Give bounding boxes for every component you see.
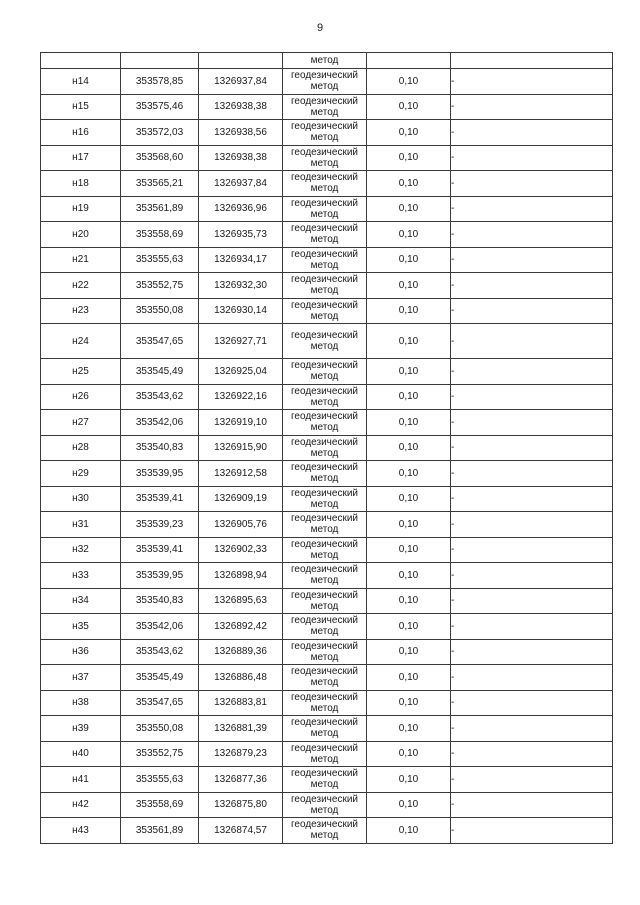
table-row	[41, 818, 613, 844]
table-cell-note: -	[451, 792, 613, 818]
table-cell-x: 353561,89	[121, 818, 199, 844]
table-row	[41, 273, 613, 299]
table-cell-y: 1326922,16	[199, 384, 283, 410]
table-cell-note: -	[451, 435, 613, 461]
table-cell-y: 1326930,14	[199, 298, 283, 324]
table-cell-y: 1326937,84	[199, 171, 283, 197]
method-line-2: метод	[310, 549, 339, 561]
table-cell-note: -	[451, 461, 613, 487]
table-cell-point: н25	[41, 359, 121, 385]
method-line-1: геодезический	[291, 589, 358, 601]
table-cell-point: н31	[41, 512, 121, 538]
table-cell-y: 1326925,04	[199, 359, 283, 385]
table-cell-point: н22	[41, 273, 121, 299]
table-cell-note: -	[451, 818, 613, 844]
table-cell-accuracy: 0,10	[367, 818, 451, 844]
table-cell-method	[283, 741, 367, 767]
table-cell-x: 353539,95	[121, 563, 199, 589]
table-cell-note: -	[451, 69, 613, 95]
table-cell-accuracy: 0,10	[367, 665, 451, 691]
table-cell-point: н27	[41, 410, 121, 436]
table-cell-method	[283, 94, 367, 120]
table-cell-method	[283, 359, 367, 385]
method-line-1: геодезический	[291, 487, 358, 499]
table-cell-method	[283, 818, 367, 844]
method-line-1: геодезический	[291, 411, 358, 423]
table-cell-note: -	[451, 145, 613, 171]
table-row	[41, 461, 613, 487]
method-line-1: геодезический	[291, 248, 358, 260]
method-line-2: метод	[310, 728, 339, 740]
method-line-1: геодезический	[291, 666, 358, 678]
table-cell-x: 353550,08	[121, 716, 199, 742]
table-cell-y: 1326889,36	[199, 639, 283, 665]
table-cell-point: н39	[41, 716, 121, 742]
table-cell-accuracy: 0,10	[367, 384, 451, 410]
method-line-1: геодезический	[291, 819, 358, 831]
table-cell-point: н42	[41, 792, 121, 818]
table-cell-x: 353575,46	[121, 94, 199, 120]
table-cell-method	[283, 537, 367, 563]
table-cell-x: 353552,75	[121, 273, 199, 299]
method-line-1: геодезический	[291, 462, 358, 474]
table-cell-point: н18	[41, 171, 121, 197]
table-cell-x: 353555,63	[121, 247, 199, 273]
method-line-1: геодезический	[291, 513, 358, 525]
table-cell-x: 353539,23	[121, 512, 199, 538]
method-line-1: геодезический	[291, 197, 358, 209]
method-line-1: геодезический	[291, 95, 358, 107]
table-cell-x	[121, 53, 199, 69]
table-cell-accuracy: 0,10	[367, 512, 451, 538]
table-cell-method	[283, 196, 367, 222]
table-cell-note: -	[451, 614, 613, 640]
table-cell-x: 353558,69	[121, 222, 199, 248]
method-line-2: метод	[310, 830, 339, 842]
table-cell-point: н20	[41, 222, 121, 248]
method-line-1: геодезический	[291, 436, 358, 448]
table-cell-y: 1326879,23	[199, 741, 283, 767]
table-cell-x: 353568,60	[121, 145, 199, 171]
method-line-2: метод	[310, 422, 339, 434]
method-line-1: геодезический	[291, 640, 358, 652]
table-cell-point	[41, 53, 121, 69]
table-cell-y: 1326892,42	[199, 614, 283, 640]
table-cell-y: 1326938,56	[199, 120, 283, 146]
table-cell-y: 1326935,73	[199, 222, 283, 248]
table-cell-note: -	[451, 94, 613, 120]
table-cell-accuracy: 0,10	[367, 324, 451, 359]
table-cell-method	[283, 767, 367, 793]
table-row	[41, 563, 613, 589]
table-cell-method	[283, 461, 367, 487]
table-cell-accuracy: 0,10	[367, 716, 451, 742]
table-cell-method	[283, 690, 367, 716]
table-cell-method	[283, 145, 367, 171]
method-line-1: геодезический	[291, 793, 358, 805]
table-cell-note: -	[451, 690, 613, 716]
table-cell-note: -	[451, 171, 613, 197]
table-cell-accuracy: 0,10	[367, 563, 451, 589]
table-cell-method	[283, 69, 367, 95]
table-row	[41, 690, 613, 716]
table-cell-accuracy: 0,10	[367, 639, 451, 665]
method-line-1: геодезический	[291, 121, 358, 133]
table-cell-method: метод	[283, 53, 367, 69]
table-cell-y: 1326886,48	[199, 665, 283, 691]
table-row	[41, 324, 613, 359]
table-cell-x: 353572,03	[121, 120, 199, 146]
table-cell-x: 353561,89	[121, 196, 199, 222]
table-cell-accuracy: 0,10	[367, 537, 451, 563]
method-line-1: геодезический	[291, 70, 358, 82]
table-cell-note: -	[451, 588, 613, 614]
method-line-2: метод	[310, 651, 339, 663]
table-cell-x: 353555,63	[121, 767, 199, 793]
method-line-2: метод	[310, 677, 339, 689]
table-cell-x: 353547,65	[121, 324, 199, 359]
table-cell-note: -	[451, 120, 613, 146]
table-cell-point: н29	[41, 461, 121, 487]
table-cell-accuracy: 0,10	[367, 767, 451, 793]
table-cell-method	[283, 247, 367, 273]
table-row	[41, 298, 613, 324]
table-cell-y	[199, 53, 283, 69]
table-cell-method	[283, 486, 367, 512]
table-cell-accuracy: 0,10	[367, 486, 451, 512]
method-line-2: метод	[310, 626, 339, 638]
table-cell-accuracy: 0,10	[367, 94, 451, 120]
coordinates-table-body	[41, 53, 613, 844]
table-cell-accuracy: 0,10	[367, 741, 451, 767]
table-cell-method	[283, 324, 367, 359]
table-row	[41, 639, 613, 665]
table-row	[41, 384, 613, 410]
table-cell-x: 353565,21	[121, 171, 199, 197]
table-cell-x: 353558,69	[121, 792, 199, 818]
table-cell-note: -	[451, 410, 613, 436]
table-cell-point: н30	[41, 486, 121, 512]
table-cell-point: н36	[41, 639, 121, 665]
table-cell-note: -	[451, 563, 613, 589]
table-cell-point: н17	[41, 145, 121, 171]
table-cell-note: -	[451, 298, 613, 324]
method-line-2: метод	[310, 447, 339, 459]
table-cell-method	[283, 384, 367, 410]
table-cell-accuracy: 0,10	[367, 120, 451, 146]
table-cell-point: н19	[41, 196, 121, 222]
method-line-1: геодезический	[291, 146, 358, 158]
table-cell-method	[283, 665, 367, 691]
table-cell-method	[283, 273, 367, 299]
table-cell-y: 1326875,80	[199, 792, 283, 818]
table-cell-method	[283, 120, 367, 146]
table-cell-point: н28	[41, 435, 121, 461]
table-row	[41, 94, 613, 120]
method-line-1: геодезический	[291, 691, 358, 703]
table-cell-method	[283, 410, 367, 436]
table-cell-note: -	[451, 384, 613, 410]
table-cell-y: 1326915,90	[199, 435, 283, 461]
table-row	[41, 145, 613, 171]
table-cell-note: -	[451, 512, 613, 538]
table-cell-note: -	[451, 716, 613, 742]
table-cell-accuracy: 0,10	[367, 222, 451, 248]
table-cell-x: 353578,85	[121, 69, 199, 95]
table-cell-accuracy: 0,10	[367, 435, 451, 461]
method-line-2: метод	[310, 341, 339, 352]
table-cell-y: 1326938,38	[199, 145, 283, 171]
table-cell-point: н37	[41, 665, 121, 691]
method-line-1: геодезический	[291, 274, 358, 286]
method-line-2: метод	[310, 106, 339, 118]
table-row	[41, 486, 613, 512]
table-cell-accuracy: 0,10	[367, 247, 451, 273]
method-line-1: геодезический	[291, 223, 358, 235]
method-line-2: метод	[310, 310, 339, 322]
table-cell-accuracy: 0,10	[367, 69, 451, 95]
table-row	[41, 537, 613, 563]
method-line-2: метод	[310, 779, 339, 791]
table-row	[41, 69, 613, 95]
coordinates-table	[40, 52, 613, 844]
table-row	[41, 410, 613, 436]
table-cell-method	[283, 171, 367, 197]
table-row	[41, 435, 613, 461]
table-row	[41, 247, 613, 273]
table-cell-y: 1326927,71	[199, 324, 283, 359]
table-cell-x: 353539,41	[121, 486, 199, 512]
table-cell-note: -	[451, 665, 613, 691]
table-cell-x: 353540,83	[121, 588, 199, 614]
table-cell-note: -	[451, 247, 613, 273]
table-cell-note: -	[451, 359, 613, 385]
method-line-1: геодезический	[291, 172, 358, 184]
table-cell-note: -	[451, 741, 613, 767]
table-row	[41, 792, 613, 818]
table-row	[41, 665, 613, 691]
table-cell-point: н33	[41, 563, 121, 589]
method-line-2: метод	[310, 157, 339, 169]
method-line-2: метод	[310, 371, 339, 383]
table-cell-point: н34	[41, 588, 121, 614]
method-line-2: метод	[310, 259, 339, 271]
table-cell-x: 353543,62	[121, 639, 199, 665]
table-cell-note: -	[451, 196, 613, 222]
method-line-1: геодезический	[291, 717, 358, 729]
table-cell-accuracy: 0,10	[367, 461, 451, 487]
method-line-2: метод	[310, 753, 339, 765]
table-cell-y: 1326902,33	[199, 537, 283, 563]
method-line-1: геодезический	[291, 564, 358, 576]
table-cell-x: 353545,49	[121, 359, 199, 385]
table-cell-accuracy: 0,10	[367, 298, 451, 324]
table-row	[41, 512, 613, 538]
table-cell-method	[283, 222, 367, 248]
table-cell-accuracy: 0,10	[367, 588, 451, 614]
method-line-2: метод	[310, 524, 339, 536]
table-cell-point: н24	[41, 324, 121, 359]
table-row	[41, 716, 613, 742]
table-cell-method	[283, 792, 367, 818]
table-cell-y: 1326898,94	[199, 563, 283, 589]
table-cell-y: 1326934,17	[199, 247, 283, 273]
table-cell-point: н21	[41, 247, 121, 273]
method-line-2: метод	[310, 183, 339, 195]
table-cell-note: -	[451, 222, 613, 248]
table-row	[41, 767, 613, 793]
table-cell-x: 353539,95	[121, 461, 199, 487]
method-line-1: геодезический	[291, 385, 358, 397]
table-cell-method	[283, 435, 367, 461]
table-cell-y: 1326932,30	[199, 273, 283, 299]
table-row	[41, 588, 613, 614]
table-cell-accuracy	[367, 53, 451, 69]
table-cell-accuracy: 0,10	[367, 171, 451, 197]
table-row	[41, 171, 613, 197]
table-cell-note	[451, 53, 613, 69]
table-cell-accuracy: 0,10	[367, 792, 451, 818]
table-cell-point: н16	[41, 120, 121, 146]
table-cell-y: 1326938,38	[199, 94, 283, 120]
table-cell-point: н23	[41, 298, 121, 324]
table-cell-y: 1326877,36	[199, 767, 283, 793]
table-cell-x: 353543,62	[121, 384, 199, 410]
method-line-1: геодезический	[291, 538, 358, 550]
method-line-2: метод	[310, 702, 339, 714]
table-row	[41, 196, 613, 222]
table-cell-y: 1326919,10	[199, 410, 283, 436]
table-cell-x: 353539,41	[121, 537, 199, 563]
method-line-2: метод	[310, 81, 339, 93]
table-cell-method	[283, 639, 367, 665]
table-cell-note: -	[451, 639, 613, 665]
table-cell-x: 353542,06	[121, 614, 199, 640]
table-cell-accuracy: 0,10	[367, 359, 451, 385]
table-cell-y: 1326895,63	[199, 588, 283, 614]
method-line-2: метод	[310, 575, 339, 587]
table-cell-point: н38	[41, 690, 121, 716]
method-line-1: геодезический	[291, 299, 358, 311]
method-line-2: метод	[310, 473, 339, 485]
table-cell-y: 1326883,81	[199, 690, 283, 716]
method-line-2: метод	[310, 285, 339, 297]
table-cell-accuracy: 0,10	[367, 196, 451, 222]
table-cell-y: 1326912,58	[199, 461, 283, 487]
method-line-1: геодезический	[291, 768, 358, 780]
table-row	[41, 614, 613, 640]
table-cell-point: н32	[41, 537, 121, 563]
table-cell-y: 1326905,76	[199, 512, 283, 538]
table-row	[41, 359, 613, 385]
table-cell-note: -	[451, 767, 613, 793]
table-cell-accuracy: 0,10	[367, 614, 451, 640]
method-line-1: геодезический	[291, 330, 358, 341]
method-line-2: метод	[310, 804, 339, 816]
table-cell-x: 353547,65	[121, 690, 199, 716]
table-cell-x: 353542,06	[121, 410, 199, 436]
page-number: 9	[316, 22, 324, 34]
table-cell-accuracy: 0,10	[367, 145, 451, 171]
table-row	[41, 222, 613, 248]
table-row	[41, 741, 613, 767]
table-cell-accuracy: 0,10	[367, 690, 451, 716]
table-cell-point: н43	[41, 818, 121, 844]
method-line-1: геодезический	[291, 742, 358, 754]
method-line-1: геодезический	[291, 615, 358, 627]
table-cell-method	[283, 563, 367, 589]
table-cell-point: н41	[41, 767, 121, 793]
table-continuation-row	[41, 53, 613, 69]
table-cell-point: н15	[41, 94, 121, 120]
method-line-2: метод	[310, 208, 339, 220]
table-cell-point: н14	[41, 69, 121, 95]
table-row	[41, 120, 613, 146]
table-cell-y: 1326937,84	[199, 69, 283, 95]
table-cell-point: н40	[41, 741, 121, 767]
method-line-2: метод	[310, 132, 339, 144]
method-line-2: метод	[310, 234, 339, 246]
table-cell-method	[283, 298, 367, 324]
table-cell-method	[283, 716, 367, 742]
table-cell-y: 1326874,57	[199, 818, 283, 844]
table-cell-note: -	[451, 324, 613, 359]
table-cell-point: н35	[41, 614, 121, 640]
table-cell-note: -	[451, 273, 613, 299]
method-line-1: геодезический	[291, 360, 358, 372]
table-cell-method	[283, 614, 367, 640]
table-cell-method	[283, 512, 367, 538]
table-cell-note: -	[451, 537, 613, 563]
table-cell-x: 353552,75	[121, 741, 199, 767]
table-cell-note: -	[451, 486, 613, 512]
table-cell-y: 1326881,39	[199, 716, 283, 742]
table-cell-x: 353550,08	[121, 298, 199, 324]
method-line-2: метод	[310, 396, 339, 408]
table-cell-accuracy: 0,10	[367, 273, 451, 299]
table-cell-x: 353540,83	[121, 435, 199, 461]
table-cell-accuracy: 0,10	[367, 410, 451, 436]
table-cell-point: н26	[41, 384, 121, 410]
table-cell-y: 1326936,96	[199, 196, 283, 222]
table-cell-x: 353545,49	[121, 665, 199, 691]
table-cell-y: 1326909,19	[199, 486, 283, 512]
table-cell-method	[283, 588, 367, 614]
method-line-2: метод	[310, 600, 339, 612]
method-line-2: метод	[310, 498, 339, 510]
